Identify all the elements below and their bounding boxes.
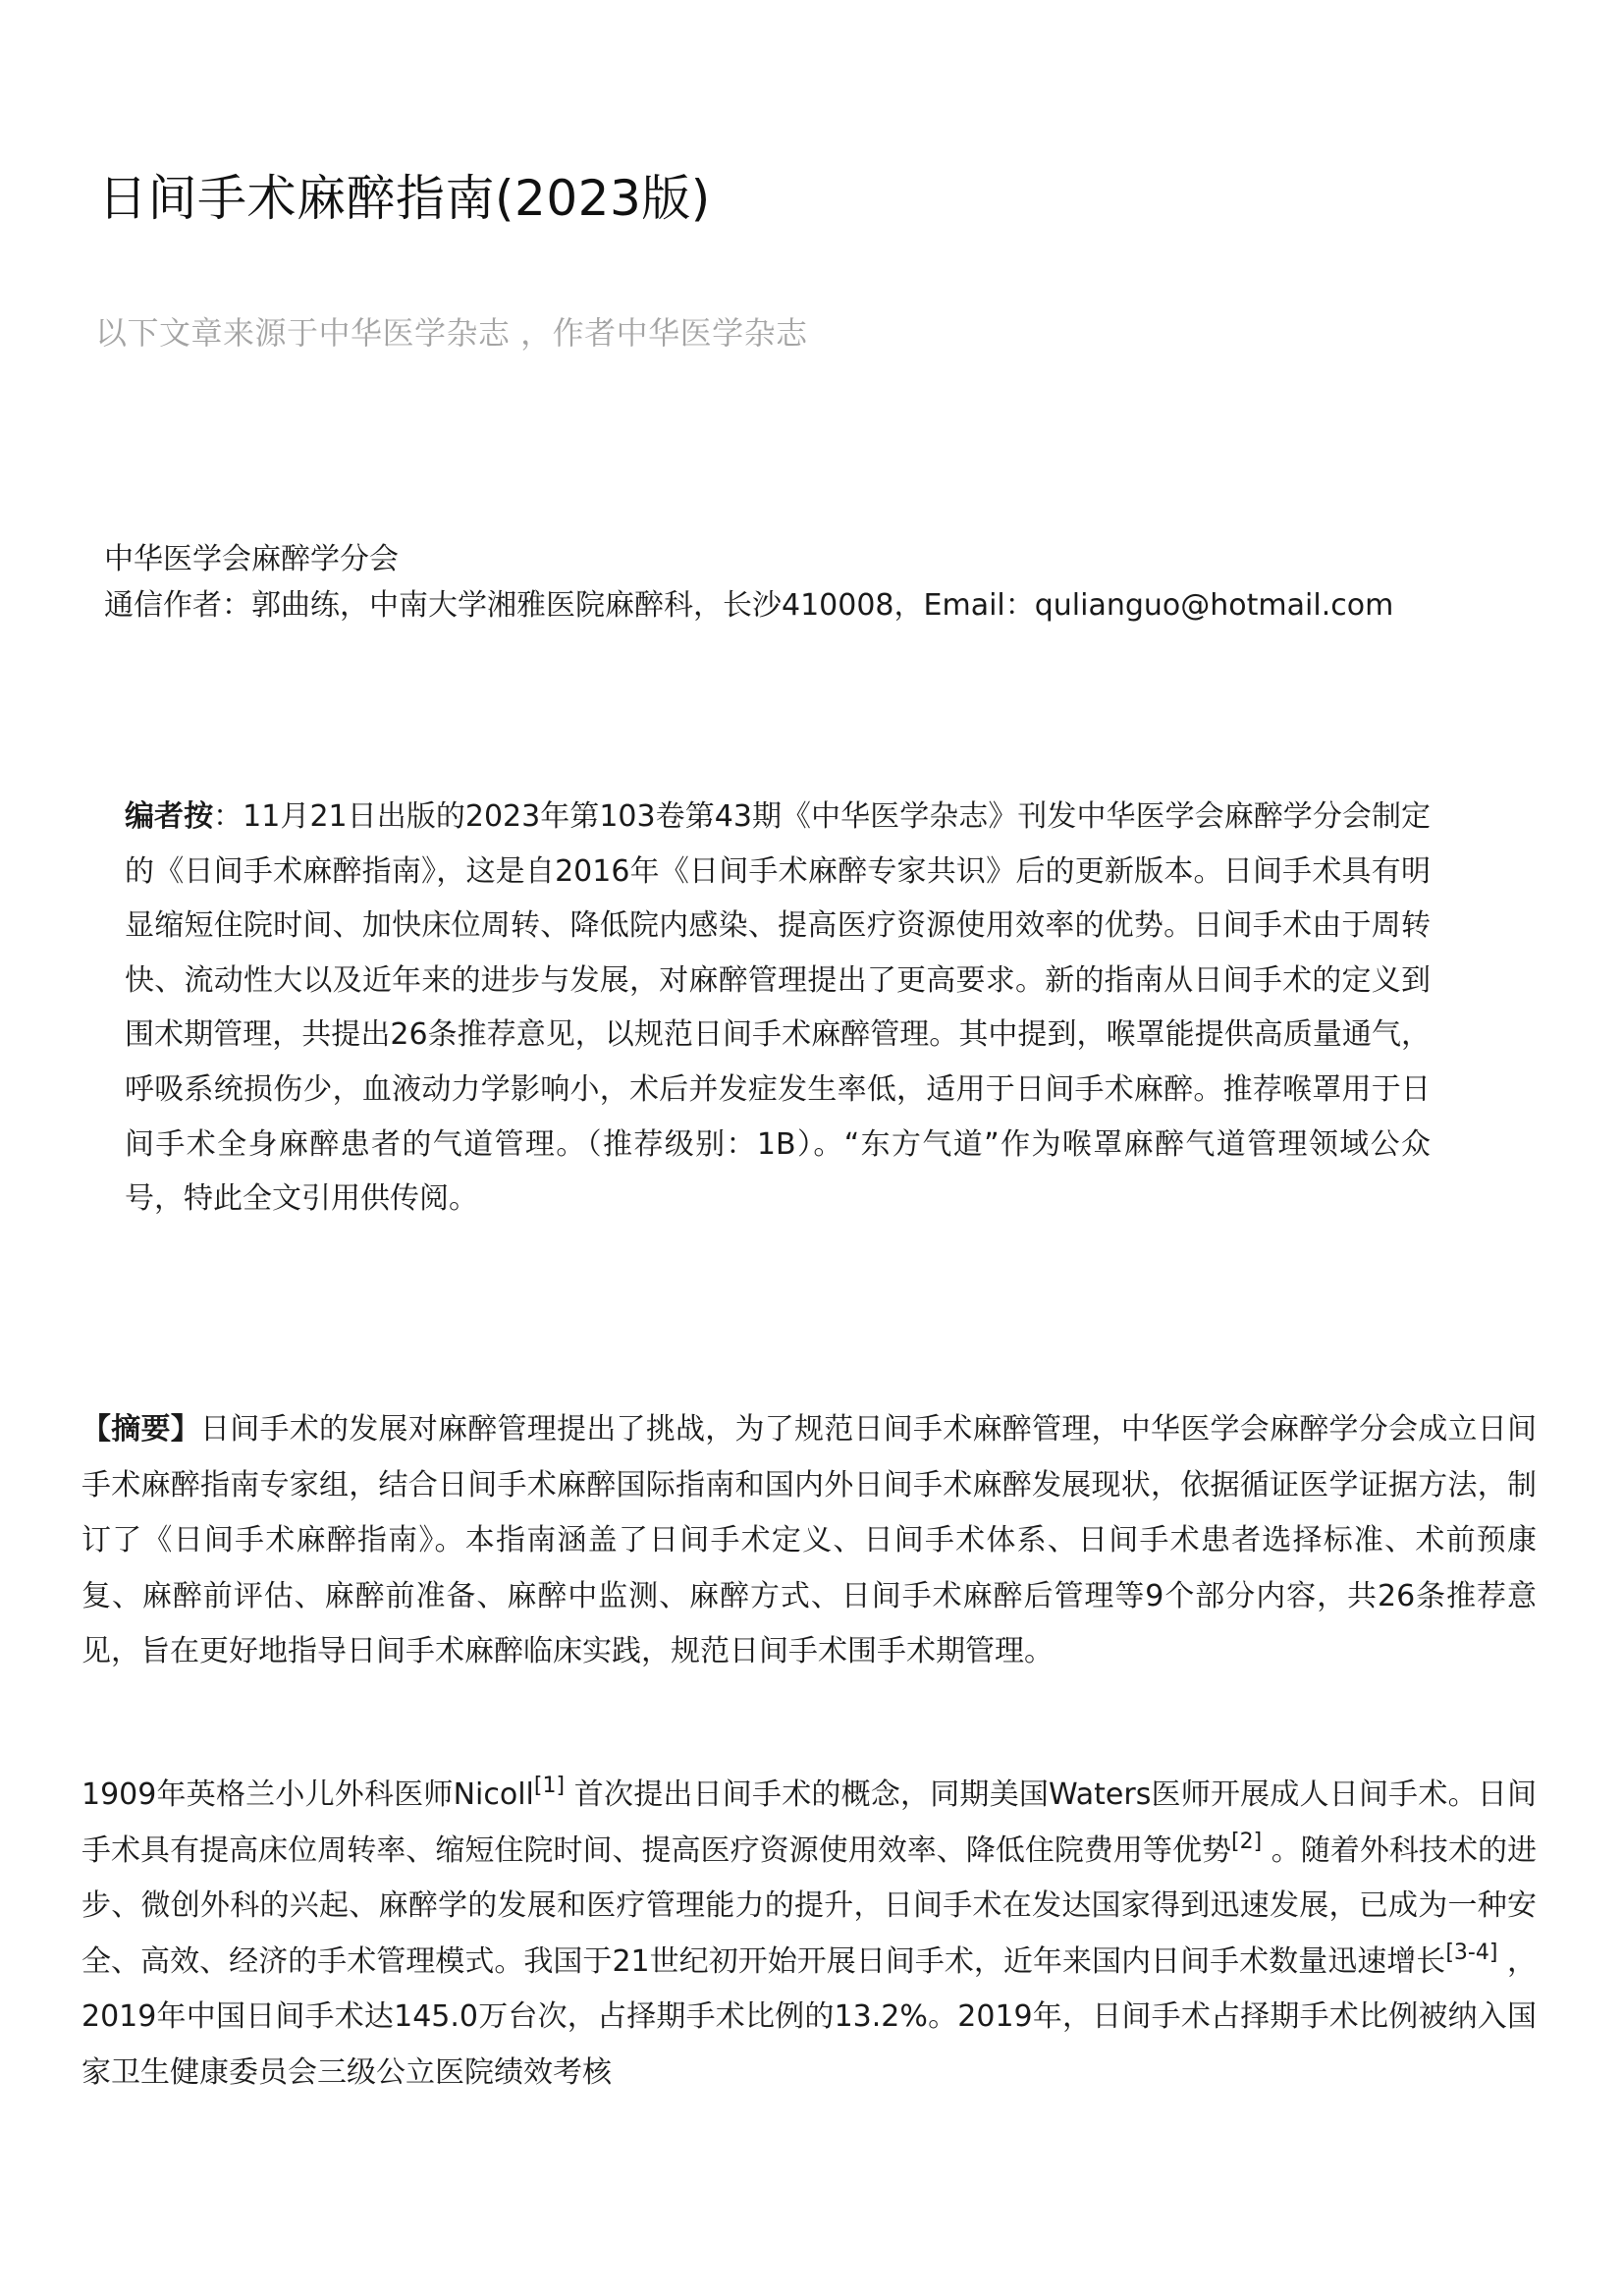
editor-note-text: ：11月21日出版的2023年第103卷第43期《中华医学杂志》刊发中华医学会麻醉学分会制定的《日间手术麻醉指南》，这是自2016年《日间手术麻醉专家共识》后的更新版本。日间手术具有明显缩短住院时间、加快床位周转、降低院内感染、提高医疗资源使用效率的优势。日间手术由于周转快、流动性大以及近年来的进步与发展，对麻醉管理提出了更高要求。新的指南从日间手术的定义到围术期管理，共提出26条推荐意见，以规范日间手术麻醉管理。其中提到，喉罩能提供高质量通气，呼吸系统损伤少，血液动力学影响小，术后并发症发生率低，适用于日间手术麻醉。推荐喉罩用于日间手术全身麻醉患者的气道管理。（推荐级别：1B）。“东方气道”作为喉罩麻醉气道管理领域公众号，特此全文引用供传阅。 — [125, 799, 1431, 1217]
abstract-section — [81, 1402, 1537, 1680]
editor-note-label: 编者按 — [125, 799, 214, 834]
editor-note — [125, 790, 1431, 1227]
editor-note-paragraph — [125, 790, 1431, 1227]
body-paragraph — [81, 1768, 1537, 2101]
body-text-segment: 首次提出日间手术的概念，同期美国Waters医师开展成人日间手术。日间手术具有提高床位周转率、缩短住院时间、提高医疗资源使用效率、降低住院费用等优势 — [81, 1777, 1537, 1868]
article-title: 日间手术麻醉指南(2023版) — [98, 170, 711, 227]
author-organization: 中华医学会麻醉学分会 — [104, 542, 399, 576]
body-text-segment: ，2019年中国日间手术达145.0万台次，占择期手术比例的13.2%。2019年，日间手术占择期手术比例被纳入国家卫生健康委员会三级公立医院绩效考核 — [81, 1943, 1537, 2090]
body-text-segment: 1909年英格兰小儿外科医师Nicoll — [81, 1777, 534, 1812]
body-text-segment: 。随着外科技术的进步、微创外科的兴起、麻醉学的发展和医疗管理能力的提升，日间手术在发达国家得到迅速发展，已成为一种安全、高效、经济的手术管理模式。我国于21世纪初开始开展日间手术，近年来国内日间手术数量迅速增长 — [81, 1832, 1537, 1979]
abstract-label: 【摘要】 — [81, 1412, 200, 1447]
body-section — [81, 1768, 1537, 2101]
source-line: 以下文章来源于中华医学杂志 ，作者中华医学杂志 — [95, 314, 808, 352]
reference-marker: [2] — [1231, 1829, 1263, 1854]
abstract-text: 日间手术的发展对麻醉管理提出了挑战，为了规范日间手术麻醉管理，中华医学会麻醉学分会成立日间手术麻醉指南专家组，结合日间手术麻醉国际指南和国内外日间手术麻醉发展现状，依据循证医学证据方法，制订了《日间手术麻醉指南》。本指南涵盖了日间手术定义、日间手术体系、日间手术患者选择标准、术前预康复、麻醉前评估、麻醉前准备、麻醉中监测、麻醉方式、日间手术麻醉后管理等9个部分内容，共26条推荐意见，旨在更好地指导日间手术麻醉临床实践，规范日间手术围手术期管理。 — [81, 1412, 1537, 1668]
correspondence-line: 通信作者：郭曲练，中南大学湘雅医院麻醉科，长沙410008，Email：qulianguo@hotmail.com — [104, 588, 1394, 623]
reference-marker: [3-4] — [1445, 1940, 1498, 1965]
reference-marker: [1] — [533, 1774, 566, 1798]
abstract-paragraph — [81, 1402, 1537, 1680]
author-info — [104, 536, 1557, 629]
